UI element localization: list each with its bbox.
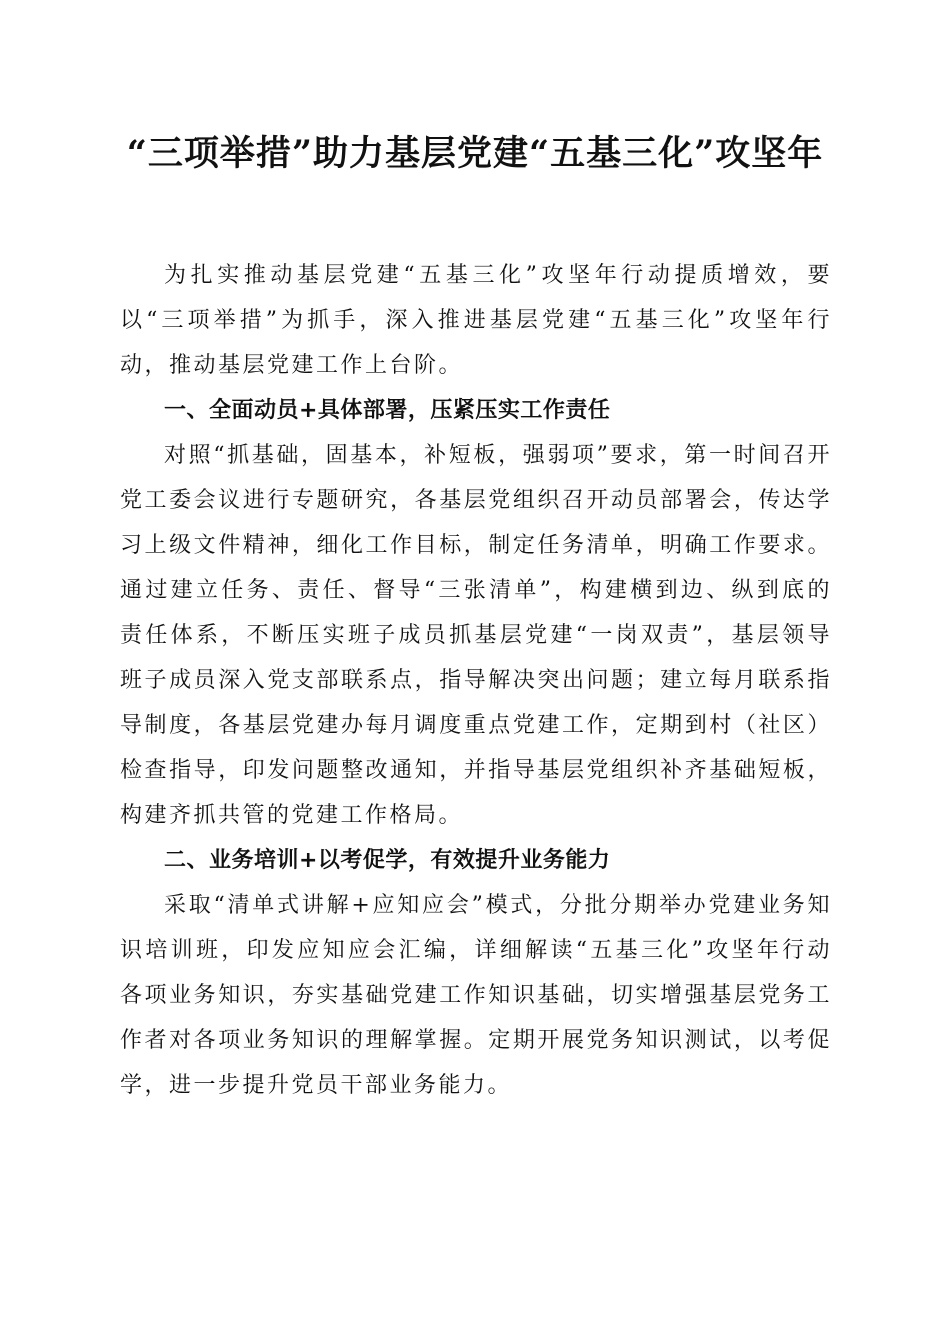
section-heading-2: 二、业务培训+以考促学，有效提升业务能力	[164, 848, 611, 873]
document-title: “三项举措”助力基层党建“五基三化”攻坚年	[126, 133, 824, 174]
section-heading-1: 一、全面动员+具体部署，压紧压实工作责任	[164, 398, 611, 423]
document-body	[120, 253, 832, 1108]
section-body-1: 对照“抓基础，固基本，补短板，强弱项”要求，第一时间召开党工委会议进行专题研究，各基层党组织召开动员部署会，传达学习上级文件精神，细化工作目标，制定任务清单，明确工作要求。通过建立任务、责任、督导“三张清单”，构建横到边、纵到底的责任体系，不断压实班子成员抓基层党建“一岗双责”，基层领导班子成员深入党支部联系点，指导解决突出问题；建立每月联系指导制度，各基层党建办每月调度重点党建工作，定期到村（社区）检查指导，印发问题整改通知，并指导基层党组织补齐基础短板，构建齐抓共管的党建工作格局。	[120, 443, 832, 828]
intro-paragraph: 为扎实推动基层党建“五基三化”攻坚年行动提质增效，要以“三项举措”为抓手，深入推进基层党建“五基三化”攻坚年行动，推动基层党建工作上台阶。	[120, 263, 832, 378]
section-body-2: 采取“清单式讲解+应知应会”模式，分批分期举办党建业务知识培训班，印发应知应会汇编，详细解读“五基三化”攻坚年行动各项业务知识，夯实基础党建工作知识基础，切实增强基层党务工作者对各项业务知识的理解掌握。定期开展党务知识测试，以考促学，进一步提升党员干部业务能力。	[120, 893, 832, 1098]
